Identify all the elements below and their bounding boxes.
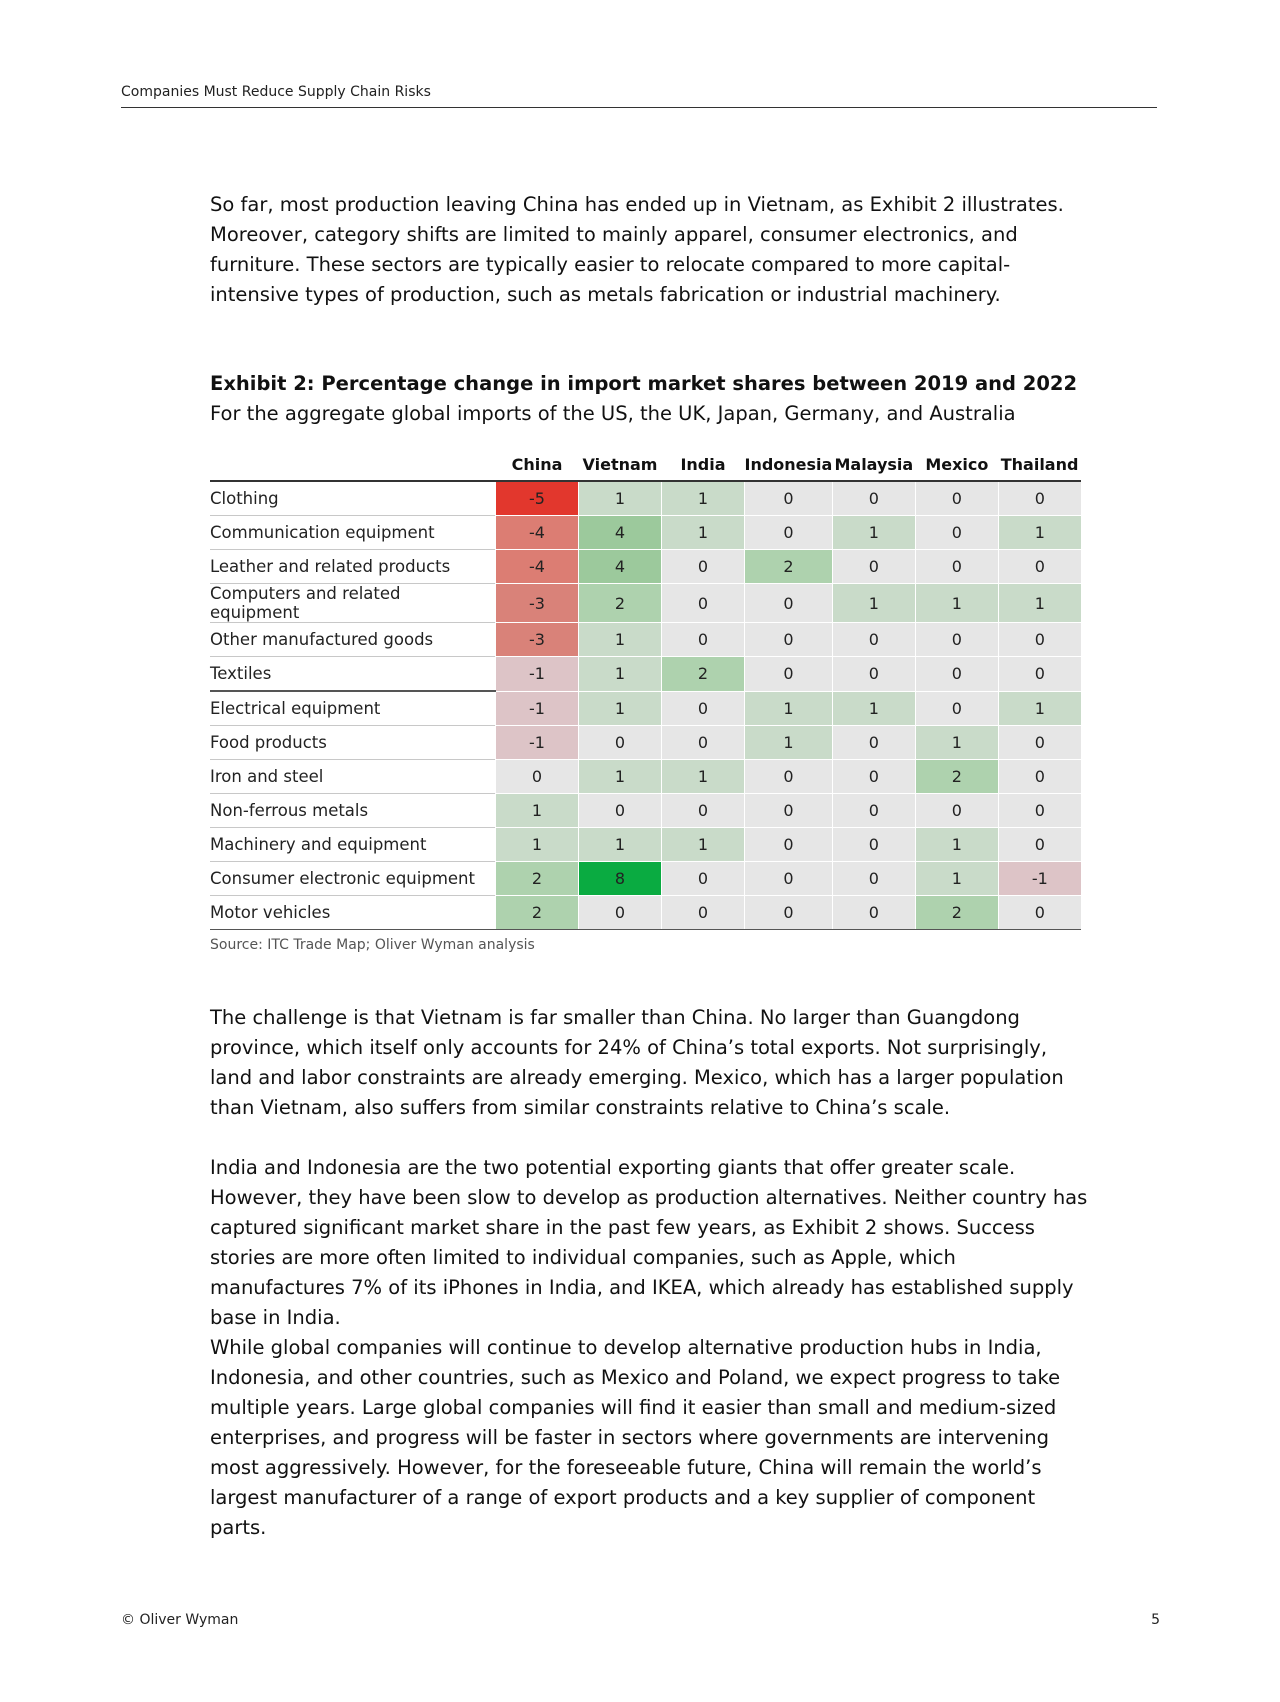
table-row	[210, 862, 1081, 896]
heat-cell: -3	[496, 584, 579, 623]
heat-cell: 1	[915, 726, 998, 760]
heat-cell: 1	[832, 516, 915, 550]
header-rule	[121, 107, 1157, 108]
heat-cell: 1	[662, 481, 745, 516]
heat-cell: 0	[662, 896, 745, 930]
heat-cell: 0	[832, 896, 915, 930]
column-header: Thailand	[1000, 455, 1079, 474]
body-paragraph-1: So far, most production leaving China has ended up in Vietnam, as Exhibit 2 illustrates. Moreover, category shifts are limited to mainly apparel, consumer electronics, and furniture. These sectors are typically easier to relocate compared to more capital-intensive types of production, such as metals fabrication or industrial machinery.	[210, 193, 1064, 306]
heat-cell: 1	[832, 691, 915, 726]
heat-cell: 0	[998, 794, 1081, 828]
running-header: Companies Must Reduce Supply Chain Risks	[121, 84, 431, 100]
heat-cell: 1	[915, 584, 998, 623]
heat-cell: 0	[745, 794, 833, 828]
table-row	[210, 760, 1081, 794]
heat-cell: -1	[998, 862, 1081, 896]
heat-cell: 0	[662, 726, 745, 760]
heat-cell: 1	[998, 516, 1081, 550]
exhibit-subtitle: For the aggregate global imports of the US, the UK, Japan, Germany, and Australia	[210, 402, 1016, 425]
heat-cell: 0	[745, 657, 833, 692]
table-row	[210, 828, 1081, 862]
heat-cell: 0	[745, 481, 833, 516]
heat-cell: -1	[496, 726, 579, 760]
table-body	[210, 481, 1081, 930]
heat-cell: 1	[579, 760, 662, 794]
heat-cell: 0	[998, 726, 1081, 760]
heat-cell: 0	[998, 550, 1081, 584]
heat-cell: 0	[745, 623, 833, 657]
table-row	[210, 623, 1081, 657]
heat-cell: 0	[998, 657, 1081, 692]
table-row	[210, 691, 1081, 726]
body-paragraph-4: While global companies will continue to develop alternative production hubs in India, Indonesia, and other countries, such as Mexico and Poland, we expect progress to take multiple years. Large global companies will find it easier than small and medium-sized enterprises, and progress will be faster in sectors where governments are intervening most aggressively. However, for the foreseeable future, China will remain the world’s largest manufacturer of a range of export products and a key supplier of component parts.	[210, 1336, 1061, 1539]
heat-cell: 0	[832, 657, 915, 692]
heat-cell: 0	[662, 584, 745, 623]
heat-cell: 1	[998, 584, 1081, 623]
heat-cell: 0	[915, 481, 998, 516]
row-label: Textiles	[210, 657, 496, 692]
table-row	[210, 584, 1081, 623]
heat-cell: 0	[998, 760, 1081, 794]
heat-cell: 2	[579, 584, 662, 623]
heat-cell: 2	[496, 862, 579, 896]
row-label: Iron and steel	[210, 760, 496, 794]
heat-cell: -5	[496, 481, 579, 516]
heat-cell: 0	[745, 516, 833, 550]
heat-cell: 0	[998, 481, 1081, 516]
heat-cell: 2	[745, 550, 833, 584]
heat-cell: 4	[579, 516, 662, 550]
heat-cell: 0	[662, 550, 745, 584]
row-label: Motor vehicles	[210, 896, 496, 930]
column-header: Malaysia	[834, 455, 914, 474]
heat-cell: 2	[662, 657, 745, 692]
table-row	[210, 794, 1081, 828]
heat-cell: 0	[496, 760, 579, 794]
table-row	[210, 726, 1081, 760]
heatmap-table	[210, 449, 1081, 930]
heat-cell: -4	[496, 550, 579, 584]
heat-cell: 0	[832, 481, 915, 516]
heat-cell: 0	[745, 896, 833, 930]
row-label: Communication equipment	[210, 516, 496, 550]
body-paragraph-2: The challenge is that Vietnam is far smaller than China. No larger than Guangdong province, which itself only accounts for 24% of China’s total exports. Not surprisingly, land and labor constraints are already emerging. Mexico, which has a larger population than Vietnam, also suffers from similar constraints relative to China’s scale.	[210, 1006, 1064, 1119]
row-label: Other manufactured goods	[210, 623, 496, 657]
column-header: Vietnam	[582, 455, 658, 474]
heat-cell: 0	[579, 726, 662, 760]
heat-cell: 1	[832, 584, 915, 623]
heat-cell: 0	[915, 623, 998, 657]
row-label: Non-ferrous metals	[210, 794, 496, 828]
exhibit-title: Exhibit 2: Percentage change in import market shares between 2019 and 2022	[210, 372, 1078, 395]
heat-cell: 0	[662, 691, 745, 726]
heat-cell: 1	[915, 828, 998, 862]
heat-cell: 1	[579, 657, 662, 692]
heat-cell: -1	[496, 691, 579, 726]
heat-cell: 0	[745, 862, 833, 896]
heat-cell: 0	[915, 657, 998, 692]
heat-cell: 1	[579, 828, 662, 862]
table-row	[210, 481, 1081, 516]
page-number: 5	[1151, 1612, 1160, 1628]
heat-cell: 1	[579, 691, 662, 726]
heat-cell: 0	[832, 794, 915, 828]
heat-cell: 2	[915, 760, 998, 794]
table-header-row	[210, 449, 1081, 481]
heat-cell: 1	[915, 862, 998, 896]
heat-cell: 0	[998, 896, 1081, 930]
heat-cell: 0	[832, 550, 915, 584]
table-row	[210, 550, 1081, 584]
column-header: Mexico	[925, 455, 989, 474]
heat-cell: -4	[496, 516, 579, 550]
row-header-cell	[210, 449, 496, 481]
exhibit-source: Source: ITC Trade Map; Oliver Wyman analysis	[210, 937, 535, 953]
heat-cell: 0	[662, 623, 745, 657]
table-row	[210, 516, 1081, 550]
row-label: Leather and related products	[210, 550, 496, 584]
heat-cell: 2	[915, 896, 998, 930]
heat-cell: 0	[998, 623, 1081, 657]
column-header: China	[511, 455, 563, 474]
heat-cell: 1	[496, 794, 579, 828]
heat-cell: 0	[745, 584, 833, 623]
heat-cell: 0	[745, 760, 833, 794]
heat-cell: 4	[579, 550, 662, 584]
heat-cell: 0	[832, 726, 915, 760]
heat-cell: 0	[915, 794, 998, 828]
column-header: Indonesia	[744, 455, 833, 474]
row-label: Food products	[210, 726, 496, 760]
table-row	[210, 896, 1081, 930]
heat-cell: 1	[745, 726, 833, 760]
heat-cell: 1	[579, 623, 662, 657]
heat-cell: 1	[662, 828, 745, 862]
heat-cell: 0	[915, 550, 998, 584]
footer-copyright: © Oliver Wyman	[121, 1612, 239, 1628]
heat-cell: 0	[662, 794, 745, 828]
heat-cell: 1	[496, 828, 579, 862]
heat-cell: 1	[998, 691, 1081, 726]
column-header: India	[680, 455, 726, 474]
heat-cell: 0	[832, 828, 915, 862]
heat-cell: 0	[998, 828, 1081, 862]
heat-cell: 0	[579, 794, 662, 828]
heat-cell: -1	[496, 657, 579, 692]
table-row	[210, 657, 1081, 692]
heat-cell: 1	[579, 481, 662, 516]
heat-cell: 0	[915, 691, 998, 726]
heat-cell: -3	[496, 623, 579, 657]
body-paragraph-3: India and Indonesia are the two potential exporting giants that offer greater scale. However, they have been slow to develop as production alternatives. Neither country has captured significant market share in the past few years, as Exhibit 2 shows. Success stories are more often limited to individual companies, such as Apple, which manufactures 7% of its iPhones in India, and IKEA, which already has established supply base in India.	[210, 1156, 1088, 1329]
heat-cell: 0	[745, 828, 833, 862]
heat-cell: 0	[832, 862, 915, 896]
heat-cell: 1	[662, 760, 745, 794]
heat-cell: 0	[662, 862, 745, 896]
row-label: Machinery and equipment	[210, 828, 496, 862]
heat-cell: 1	[745, 691, 833, 726]
row-label: Computers and related equipment	[210, 584, 496, 623]
heat-cell: 0	[579, 896, 662, 930]
heat-cell: 2	[496, 896, 579, 930]
heat-cell: 0	[915, 516, 998, 550]
row-label: Consumer electronic equipment	[210, 862, 496, 896]
row-label: Clothing	[210, 481, 496, 516]
heat-cell: 1	[662, 516, 745, 550]
row-label: Electrical equipment	[210, 691, 496, 726]
heat-cell: 8	[579, 862, 662, 896]
heat-cell: 0	[832, 623, 915, 657]
heat-cell: 0	[832, 760, 915, 794]
